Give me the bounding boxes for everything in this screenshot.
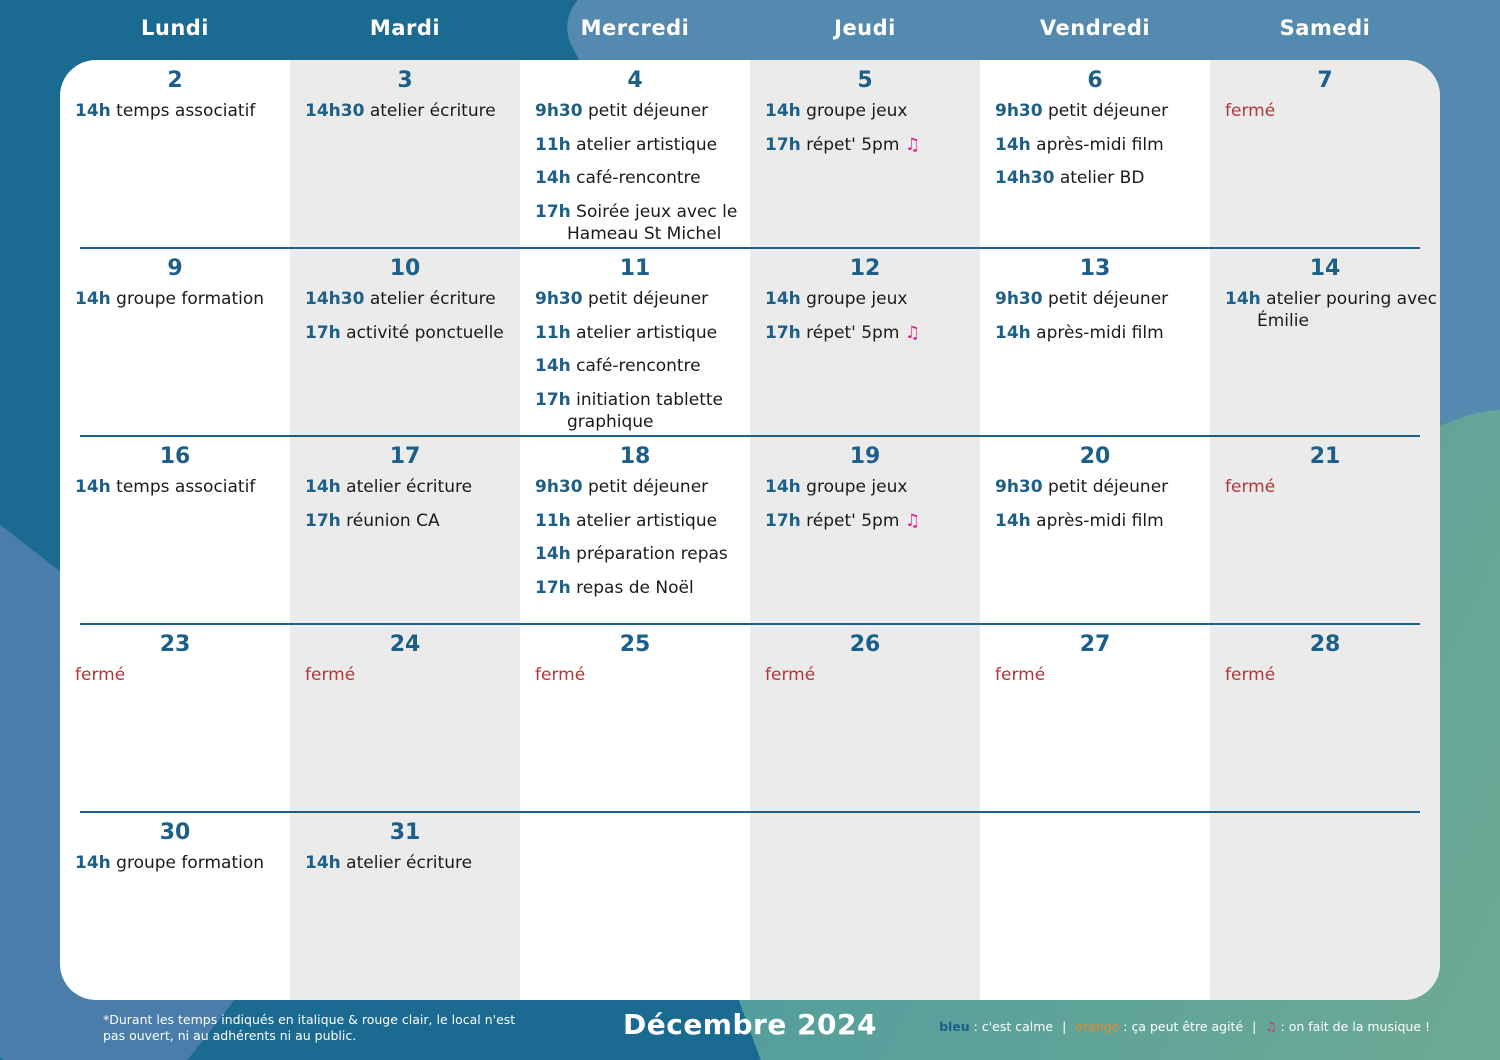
event-time: 17h bbox=[305, 510, 341, 531]
event-item bbox=[535, 476, 750, 498]
day-cell bbox=[1210, 248, 1440, 436]
event-label: petit déjeuner bbox=[588, 477, 709, 497]
closed-label bbox=[535, 664, 750, 686]
day-cell bbox=[290, 248, 520, 436]
event-time: 14h bbox=[75, 853, 111, 873]
event-label: après-midi film bbox=[1036, 510, 1164, 531]
day-number: 2 bbox=[167, 68, 183, 93]
day-cell bbox=[750, 60, 980, 248]
weekday-label: Samedi bbox=[1279, 16, 1371, 40]
event-item bbox=[305, 322, 520, 344]
weekday-label: Mercredi bbox=[580, 16, 690, 40]
legend-orange-text: : ça peut être agité bbox=[1119, 1019, 1244, 1034]
event-item bbox=[75, 100, 290, 122]
event-label: réunion CA bbox=[346, 510, 440, 531]
event-item bbox=[995, 288, 1210, 310]
event-label: repas de Noël bbox=[576, 577, 694, 598]
event-item bbox=[535, 510, 750, 532]
event-item bbox=[305, 852, 520, 874]
legend-separator: | bbox=[1252, 1019, 1257, 1034]
event-time: 14h bbox=[535, 544, 571, 564]
day-number: 30 bbox=[159, 820, 191, 845]
event-label: petit déjeuner bbox=[588, 289, 709, 309]
event-label: fermé bbox=[1225, 477, 1276, 497]
day-cell bbox=[520, 248, 750, 436]
event-item bbox=[995, 322, 1210, 344]
event-time: 9h30 bbox=[535, 101, 583, 121]
event-label: groupe formation bbox=[116, 289, 265, 309]
weekday-label: Vendredi bbox=[1039, 16, 1151, 40]
week-divider bbox=[80, 247, 1420, 249]
event-label: café-rencontre bbox=[576, 168, 701, 188]
event-item bbox=[995, 510, 1210, 532]
day-cell bbox=[520, 436, 750, 624]
day-cell bbox=[980, 436, 1210, 624]
event-item bbox=[765, 510, 980, 532]
event-item bbox=[995, 476, 1210, 498]
week-divider bbox=[80, 623, 1420, 625]
day-number bbox=[520, 820, 750, 846]
day-cell bbox=[60, 436, 290, 624]
event-time: 14h bbox=[75, 289, 111, 309]
event-time: 17h bbox=[535, 201, 571, 222]
event-label: Soirée jeux avec le Hameau St Michel bbox=[567, 201, 738, 244]
event-time: 17h bbox=[765, 322, 801, 343]
closed-label bbox=[1225, 476, 1440, 498]
event-item bbox=[765, 288, 980, 310]
day-cell bbox=[520, 624, 750, 812]
event-time: 14h bbox=[995, 322, 1031, 343]
closed-label bbox=[1225, 100, 1440, 122]
event-item bbox=[535, 134, 750, 156]
day-cell bbox=[980, 248, 1210, 436]
day-number: 6 bbox=[1087, 68, 1103, 93]
legend bbox=[939, 1019, 1430, 1034]
event-label: initiation tablette graphique bbox=[567, 389, 724, 432]
footer-note: *Durant les temps indiqués en italique & rouge clair, le local n'est pas ouvert, ni au adhérents ni au public. bbox=[103, 1012, 516, 1043]
day-cell bbox=[520, 812, 750, 1000]
day-number: 4 bbox=[627, 68, 643, 93]
day-number: 12 bbox=[849, 256, 881, 281]
event-item bbox=[535, 100, 750, 122]
event-time: 14h bbox=[765, 289, 801, 309]
day-number: 16 bbox=[159, 444, 191, 469]
day-cell bbox=[60, 812, 290, 1000]
day-number: 3 bbox=[397, 68, 413, 93]
event-label: atelier artistique bbox=[576, 510, 718, 531]
event-label: groupe jeux bbox=[806, 101, 908, 121]
event-label: répet' 5pm bbox=[806, 510, 900, 531]
event-label: après-midi film bbox=[1036, 134, 1164, 155]
event-item bbox=[765, 476, 980, 498]
event-label: atelier BD bbox=[1059, 168, 1145, 188]
day-number bbox=[1210, 820, 1440, 846]
closed-label bbox=[75, 664, 290, 686]
event-time: 14h bbox=[305, 853, 341, 873]
day-cell bbox=[750, 248, 980, 436]
day-cell bbox=[750, 624, 980, 812]
day-cell bbox=[750, 812, 980, 1000]
day-number: 21 bbox=[1309, 444, 1341, 469]
day-cell bbox=[1210, 60, 1440, 248]
day-number: 5 bbox=[857, 68, 873, 93]
event-time: 11h bbox=[535, 322, 571, 343]
legend-blue-key: bleu bbox=[939, 1019, 970, 1034]
event-item bbox=[535, 167, 750, 189]
event-label: activité ponctuelle bbox=[346, 322, 504, 343]
week-divider bbox=[80, 435, 1420, 437]
music-note-icon: ♫ bbox=[1265, 1019, 1277, 1034]
event-time: 14h bbox=[535, 168, 571, 188]
event-label: atelier pouring avec Émilie bbox=[1257, 289, 1437, 331]
event-item bbox=[535, 543, 750, 565]
event-item bbox=[765, 100, 980, 122]
event-item bbox=[535, 288, 750, 310]
day-cell bbox=[60, 624, 290, 812]
event-time: 9h30 bbox=[535, 477, 583, 497]
event-item bbox=[75, 476, 290, 498]
event-item bbox=[75, 852, 290, 874]
event-item bbox=[535, 322, 750, 344]
day-cell bbox=[60, 60, 290, 248]
event-label: fermé bbox=[1225, 101, 1276, 121]
day-cell bbox=[290, 624, 520, 812]
event-label: groupe jeux bbox=[806, 477, 908, 497]
event-time: 9h30 bbox=[535, 289, 583, 309]
event-label: atelier écriture bbox=[346, 477, 473, 497]
day-number: 31 bbox=[389, 820, 421, 845]
day-cell bbox=[290, 60, 520, 248]
event-label: répet' 5pm bbox=[806, 134, 900, 155]
event-label: atelier artistique bbox=[576, 134, 718, 155]
music-note-icon: ♫ bbox=[904, 134, 921, 155]
event-time: 9h30 bbox=[995, 477, 1043, 497]
event-label: fermé bbox=[535, 665, 586, 685]
day-number: 27 bbox=[1079, 632, 1111, 657]
day-number: 20 bbox=[1079, 444, 1111, 469]
event-time: 17h bbox=[765, 134, 801, 155]
day-number: 19 bbox=[849, 444, 881, 469]
event-time: 17h bbox=[535, 577, 571, 598]
event-label: petit déjeuner bbox=[588, 101, 709, 121]
day-number: 14 bbox=[1309, 256, 1341, 281]
day-cell bbox=[520, 60, 750, 248]
event-item bbox=[765, 322, 980, 344]
closed-label bbox=[305, 664, 520, 686]
event-label: fermé bbox=[305, 665, 356, 685]
day-number: 24 bbox=[389, 632, 421, 657]
event-label: fermé bbox=[765, 665, 816, 685]
weekday-label: Mardi bbox=[369, 16, 441, 40]
event-time: 14h30 bbox=[995, 168, 1055, 188]
event-label: après-midi film bbox=[1036, 322, 1164, 343]
event-item bbox=[535, 201, 750, 245]
event-item bbox=[995, 167, 1210, 189]
event-item bbox=[75, 288, 290, 310]
legend-blue-text: : c'est calme bbox=[969, 1019, 1054, 1034]
event-item bbox=[1225, 288, 1440, 332]
day-number: 25 bbox=[619, 632, 651, 657]
event-time: 11h bbox=[535, 134, 571, 155]
event-time: 14h bbox=[765, 101, 801, 121]
month-title: Décembre 2024 bbox=[622, 1008, 877, 1041]
event-time: 14h30 bbox=[305, 289, 365, 309]
day-cell bbox=[750, 436, 980, 624]
event-label: petit déjeuner bbox=[1048, 289, 1169, 309]
day-cell bbox=[980, 60, 1210, 248]
event-label: atelier artistique bbox=[576, 322, 718, 343]
event-label: atelier écriture bbox=[369, 289, 496, 309]
event-item bbox=[305, 476, 520, 498]
week-divider bbox=[80, 811, 1420, 813]
event-label: préparation repas bbox=[576, 544, 728, 564]
day-cell bbox=[980, 812, 1210, 1000]
closed-label bbox=[995, 664, 1210, 686]
event-item bbox=[995, 134, 1210, 156]
day-cell bbox=[290, 812, 520, 1000]
day-cell bbox=[1210, 812, 1440, 1000]
event-label: petit déjeuner bbox=[1048, 101, 1169, 121]
event-item bbox=[305, 510, 520, 532]
event-time: 17h bbox=[535, 389, 571, 410]
weekday-label: Jeudi bbox=[834, 16, 896, 40]
event-time: 11h bbox=[535, 510, 571, 531]
closed-label bbox=[1225, 664, 1440, 686]
day-number: 17 bbox=[389, 444, 421, 469]
event-time: 14h bbox=[305, 477, 341, 497]
event-time: 14h bbox=[75, 101, 111, 121]
day-number: 7 bbox=[1317, 68, 1333, 93]
event-item bbox=[535, 577, 750, 599]
day-number: 10 bbox=[389, 256, 421, 281]
event-label: atelier écriture bbox=[346, 853, 473, 873]
event-time: 14h bbox=[995, 510, 1031, 531]
day-number: 23 bbox=[159, 632, 191, 657]
event-time: 14h bbox=[765, 477, 801, 497]
event-item bbox=[305, 288, 520, 310]
day-cell bbox=[290, 436, 520, 624]
event-time: 17h bbox=[765, 510, 801, 531]
event-time: 14h bbox=[995, 134, 1031, 155]
day-cell bbox=[980, 624, 1210, 812]
event-label: fermé bbox=[995, 665, 1046, 685]
event-time: 14h bbox=[535, 356, 571, 376]
event-item bbox=[305, 100, 520, 122]
calendar-grid bbox=[60, 60, 1440, 1000]
event-time: 17h bbox=[305, 322, 341, 343]
day-cell bbox=[1210, 436, 1440, 624]
day-number: 11 bbox=[619, 256, 651, 281]
event-label: groupe jeux bbox=[806, 289, 908, 309]
event-time: 9h30 bbox=[995, 101, 1043, 121]
event-label: petit déjeuner bbox=[1048, 477, 1169, 497]
event-time: 14h30 bbox=[305, 101, 365, 121]
event-label: café-rencontre bbox=[576, 356, 701, 376]
event-label: temps associatif bbox=[116, 477, 256, 497]
event-label: groupe formation bbox=[116, 853, 265, 873]
event-item bbox=[995, 100, 1210, 122]
day-number: 18 bbox=[619, 444, 651, 469]
event-time: 14h bbox=[1225, 289, 1261, 309]
event-item bbox=[765, 134, 980, 156]
event-label: fermé bbox=[1225, 665, 1276, 685]
day-number bbox=[750, 820, 980, 846]
event-label: fermé bbox=[75, 665, 126, 685]
event-time: 9h30 bbox=[995, 289, 1043, 309]
weekday-label: Lundi bbox=[140, 16, 209, 40]
day-cell bbox=[60, 248, 290, 436]
legend-music-text: : on fait de la musique ! bbox=[1276, 1019, 1430, 1034]
event-label: temps associatif bbox=[116, 101, 256, 121]
event-label: répet' 5pm bbox=[806, 322, 900, 343]
closed-label bbox=[765, 664, 980, 686]
event-item bbox=[535, 355, 750, 377]
day-number: 13 bbox=[1079, 256, 1111, 281]
legend-orange-key: orange bbox=[1075, 1019, 1120, 1034]
day-number: 26 bbox=[849, 632, 881, 657]
day-number: 9 bbox=[167, 256, 183, 281]
event-label: atelier écriture bbox=[369, 101, 496, 121]
day-number: 28 bbox=[1309, 632, 1341, 657]
music-note-icon: ♫ bbox=[904, 322, 921, 343]
weekday-header bbox=[60, 16, 1440, 40]
event-time: 14h bbox=[75, 477, 111, 497]
event-item bbox=[535, 389, 750, 433]
legend-separator: | bbox=[1062, 1019, 1067, 1034]
day-number bbox=[980, 820, 1210, 846]
day-cell bbox=[1210, 624, 1440, 812]
music-note-icon: ♫ bbox=[904, 510, 921, 531]
calendar-card bbox=[60, 60, 1440, 1000]
